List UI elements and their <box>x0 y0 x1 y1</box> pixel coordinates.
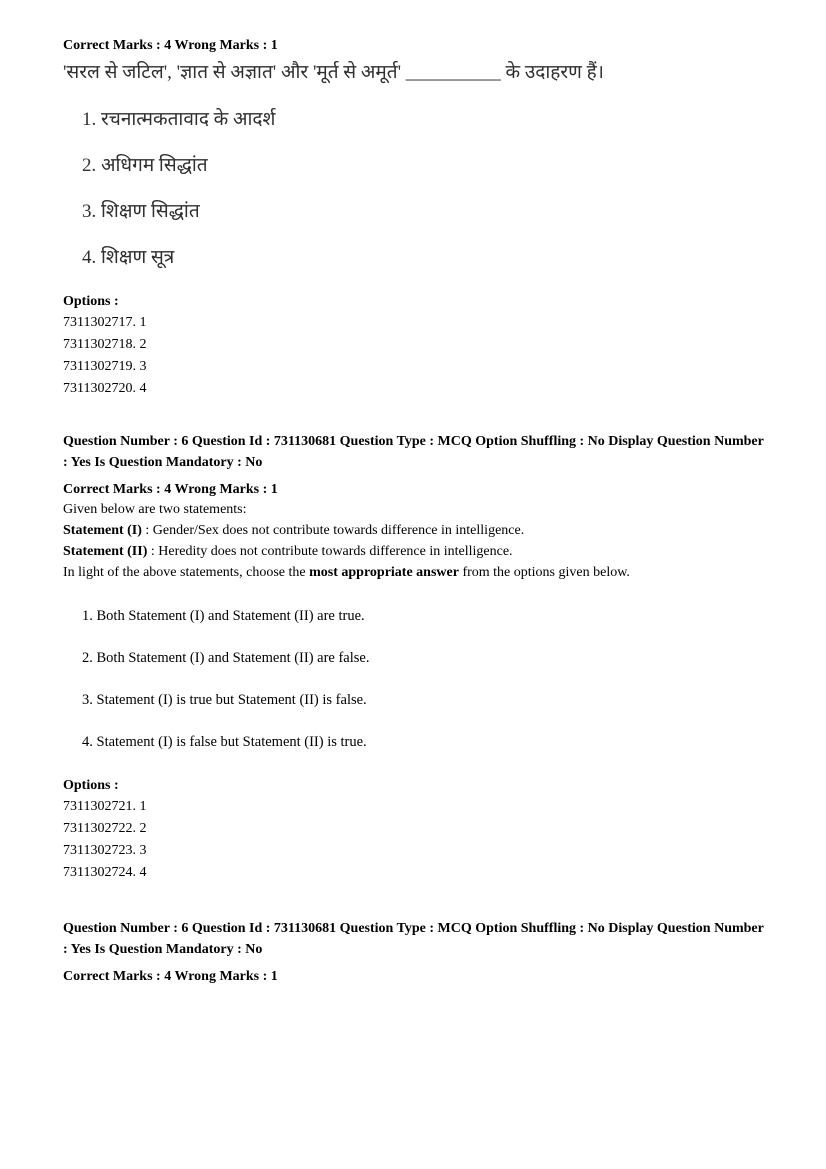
option-id-list <box>63 312 764 400</box>
option-id-row: 7311302718. 2 <box>63 337 147 352</box>
closing-instruction-line: In light of the above statements, choose the most appropriate answer from the options given below. <box>63 565 630 580</box>
answer-option-hindi-1: 1. रचनात्मकतावाद के आदर्श <box>82 109 276 130</box>
options-label: Options : <box>63 294 119 309</box>
question-block-6 <box>63 431 764 884</box>
answer-option-english-3: 3. Statement (I) is true but Statement (II) is false. <box>82 692 367 708</box>
option-id-row: 7311302724. 4 <box>63 865 147 880</box>
answer-option-hindi-3: 3. शिक्षण सिद्धांत <box>82 201 200 222</box>
question-block-next <box>63 918 764 986</box>
option-id-row: 7311302723. 3 <box>63 843 147 858</box>
question-body <box>63 499 764 583</box>
question-text-hindi: 'सरल से जटिल', 'ज्ञात से अज्ञात' और 'मूर्त से अमूर्त' __________ के उदाहरण हैं। <box>63 62 604 83</box>
question-meta-line: Question Number : 6 Question Id : 731130681 Question Type : MCQ Option Shuffling : No Display Question Number : Yes Is Question Mandatory : No <box>63 434 764 470</box>
question-metadata-header <box>63 431 764 499</box>
answer-options-english-list <box>63 607 764 751</box>
statement-2-line: Statement (II) : Heredity does not contribute towards difference in intelligence. <box>63 544 513 559</box>
option-id-list <box>63 796 764 884</box>
answer-option-english-2: 2. Both Statement (I) and Statement (II) are false. <box>82 650 370 666</box>
option-id-row: 7311302717. 1 <box>63 315 147 330</box>
marks-line: Correct Marks : 4 Wrong Marks : 1 <box>63 38 278 53</box>
option-id-row: 7311302719. 3 <box>63 359 147 374</box>
answer-option-english-1: 1. Both Statement (I) and Statement (II) are true. <box>82 608 365 624</box>
option-id-row: 7311302721. 1 <box>63 799 147 814</box>
option-id-row: 7311302720. 4 <box>63 381 147 396</box>
answer-options-hindi-list <box>63 107 764 271</box>
marks-line: Correct Marks : 4 Wrong Marks : 1 <box>63 482 278 497</box>
options-label: Options : <box>63 778 119 793</box>
marks-line: Correct Marks : 4 Wrong Marks : 1 <box>63 969 278 984</box>
question-block-previous <box>63 36 764 400</box>
answer-option-hindi-2: 2. अधिगम सिद्धांत <box>82 155 208 176</box>
answer-option-hindi-4: 4. शिक्षण सूत्र <box>82 247 175 268</box>
option-id-row: 7311302722. 2 <box>63 821 147 836</box>
statement-1-line: Statement (I) : Gender/Sex does not contribute towards difference in intelligence. <box>63 523 525 538</box>
statements-intro-line: Given below are two statements: <box>63 502 247 517</box>
answer-option-english-4: 4. Statement (I) is false but Statement (II) is true. <box>82 734 367 750</box>
question-metadata-header <box>63 918 764 986</box>
question-meta-line: Question Number : 6 Question Id : 731130681 Question Type : MCQ Option Shuffling : No Display Question Number : Yes Is Question Mandatory : No <box>63 921 764 957</box>
